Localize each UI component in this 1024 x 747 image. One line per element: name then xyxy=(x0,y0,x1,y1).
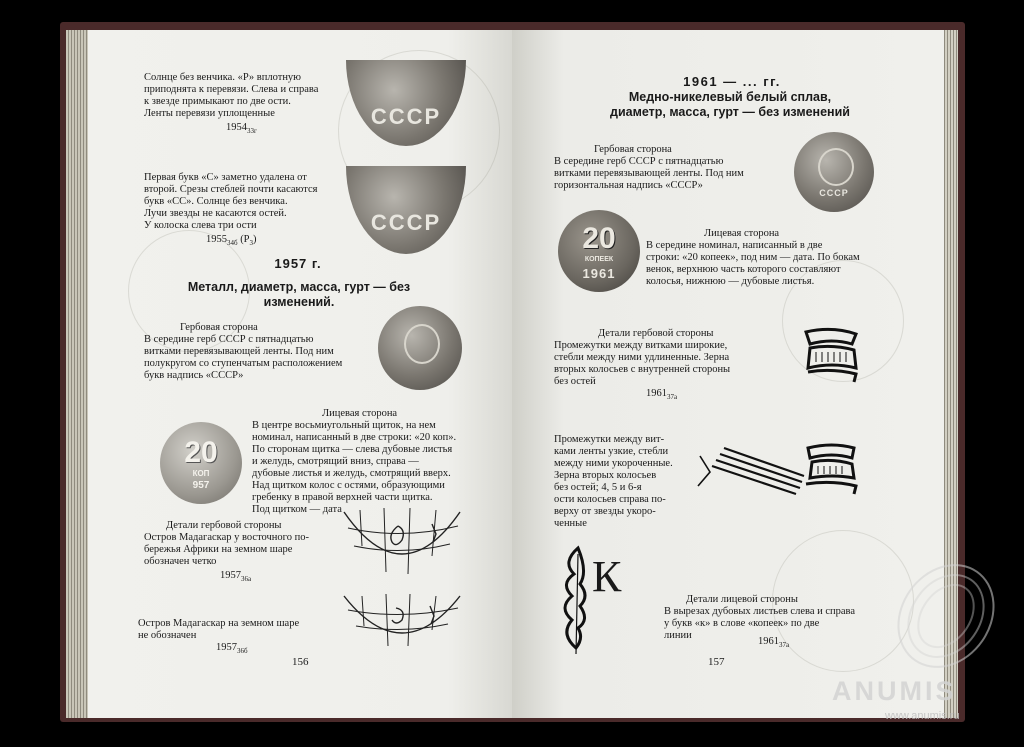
detail2-line: ости колосьев справа по- xyxy=(554,494,666,505)
emblem-icon xyxy=(818,148,854,186)
detail1-line: Остров Мадагаскар у восточного по- xyxy=(144,532,309,543)
reverse-detail-line: линии xyxy=(664,630,692,641)
block2-line: Лучи звезды не касаются остей. xyxy=(144,208,287,219)
detail2-line: ченные xyxy=(554,518,587,529)
section-title-line: изменений. xyxy=(263,295,335,309)
coin-obverse-1961 xyxy=(794,132,874,212)
details-label: Детали гербовой стороны xyxy=(166,520,282,531)
section-title-line: Металл, диаметр, масса, гурт — без xyxy=(187,280,411,294)
section-title-line: диаметр, масса, гурт — без изменений xyxy=(610,105,850,119)
coin-date: 1961 xyxy=(582,266,616,281)
ribbon-detail-icon xyxy=(802,324,862,388)
detail1-line: без остей xyxy=(554,376,596,387)
reverse-label: Лицевая сторона xyxy=(704,228,780,239)
reverse-details-label: Детали лицевой стороны xyxy=(686,594,798,605)
right-page xyxy=(512,30,944,718)
coin-reverse-1961 xyxy=(558,210,640,292)
detail2-line: без остей; 4, 5 и 6-я xyxy=(554,482,642,493)
watermark-url: www.anumis.ru xyxy=(885,710,960,722)
coin-legend: СССР xyxy=(819,188,849,198)
reverse-text-line: Под щитком — дата xyxy=(252,504,342,515)
detail2-line: верху от звезды укоро- xyxy=(554,506,656,517)
block1-line: Солнце без венчика. «Р» вплотную xyxy=(144,72,302,83)
detail1-line: стебли между ними удлиненные. Зерна xyxy=(554,352,730,363)
coin-denomination: 20 xyxy=(184,436,218,469)
detail1-line: вторых колосьев с внутренней стороны xyxy=(554,364,731,375)
reverse-text-line: В центре восьмиугольный щиток, на нем xyxy=(252,420,436,431)
detail2-line: между ними укороченные. xyxy=(554,458,673,469)
reverse-text-line: Над щитком колос с остями, образующими xyxy=(252,480,445,491)
detail2-line: Остров Мадагаскар на земном шаре xyxy=(138,618,300,629)
coin-obverse-detail-1955 xyxy=(346,166,466,254)
coin-kopeek: КОПЕЕК xyxy=(584,256,614,263)
obverse-label: Гербовая сторона xyxy=(594,144,672,155)
variety-code: $1961_{37а}$ xyxy=(758,636,790,650)
reverse-text-line: дубовые листья и желудь, смотрящий вверх. xyxy=(252,468,451,479)
watermark-brand: ANUMIS xyxy=(832,676,957,706)
reverse-text-line: По сторонам щитка — слева дубовые листья xyxy=(252,444,453,455)
coin-reverse-1957 xyxy=(160,422,242,504)
detail2-line: ками ленты узкие, стебли xyxy=(554,446,669,457)
watermark-logo-icon xyxy=(890,556,1000,676)
detail1-line: обозначен четко xyxy=(144,556,217,567)
block1-line: Ленты перевязи уплощенные xyxy=(144,108,275,119)
variety-code: $1955_{34б}$ $(Р_3)$ xyxy=(206,234,257,248)
coin-date: 957 xyxy=(192,480,210,491)
ribbon-detail-icon xyxy=(802,438,862,498)
section-year: 1957 г. xyxy=(274,256,322,271)
obverse-text-line: В середине герб СССР с пятнадцатью xyxy=(554,156,724,167)
variety-code: $1954_{33г}$ xyxy=(226,122,257,136)
reverse-text-line: гребенку в правой верхней части щитка. xyxy=(252,492,433,503)
detail1-line: бережья Африки на земном шаре xyxy=(144,544,293,555)
obverse-text-line: витками перевязывающей ленты. Под ним xyxy=(144,346,334,357)
reverse-text-line: колосья, нижнюю — дубовые листья. xyxy=(646,276,815,287)
reverse-text-line: номинал, написанный в две строки: «20 коп». xyxy=(252,432,457,443)
reverse-text-line: венок, верхнюю часть которого составляют xyxy=(646,264,841,275)
details-label: Детали гербовой стороны xyxy=(598,328,714,339)
block2-line: У колоска слева три ости xyxy=(144,220,257,231)
block1-line: приподнята к перевязи. Слева и справа xyxy=(144,84,319,95)
reverse-detail-line: В вырезах дубовых листьев слева и справа xyxy=(664,606,856,617)
section-year: 1961 — ... гг. xyxy=(683,74,781,89)
reverse-detail-line: у букв «к» в слове «копеек» по две xyxy=(664,618,820,629)
coin-legend: СССР xyxy=(370,210,442,235)
coin-denomination: 20 xyxy=(582,222,616,255)
variety-code: $1957_{36а}$ xyxy=(220,570,252,584)
reverse-text-line: В середине номинал, написанный в две xyxy=(646,240,823,251)
page-number: 157 xyxy=(708,656,725,668)
obverse-text-line: В середине герб СССР с пятнадцатью xyxy=(144,334,314,345)
emblem-icon xyxy=(404,324,440,364)
reverse-text-line: и желудь, смотрящий вниз, справа — xyxy=(252,456,419,467)
coin-kop: КОП xyxy=(192,469,210,478)
coin-legend: СССР xyxy=(370,104,442,129)
detail2-line: Зерна вторых колосьев xyxy=(554,470,657,481)
obverse-text-line: полукругом со ступенчатым расположением xyxy=(144,358,343,369)
obverse-text-line: горизонтальная надпись «СССР» xyxy=(554,180,703,191)
left-page xyxy=(88,30,512,718)
reverse-text-line: строки: «20 копеек», под ним — дата. По бокам xyxy=(646,252,860,263)
page-edges-left xyxy=(66,30,88,718)
obverse-text-line: витками перевязывающей ленты. Под ним xyxy=(554,168,744,179)
detail2-line: не обозначен xyxy=(138,630,197,641)
letter-k-detail: К xyxy=(592,552,622,601)
block2-line: букв «СС». Солнце без венчика. xyxy=(144,196,288,207)
globe-detail-icon xyxy=(340,506,464,580)
globe-detail-icon xyxy=(340,590,464,650)
section-title-line: Медно-никелевый белый сплав, xyxy=(628,90,832,104)
page-number: 156 xyxy=(292,656,309,668)
detail2-line: Промежутки между вит- xyxy=(554,434,665,445)
detail1-line: Промежутки между витками широкие, xyxy=(554,340,728,351)
variety-code: $1961_{37а}$ xyxy=(646,388,678,402)
reverse-label: Лицевая сторона xyxy=(322,408,398,419)
coin-obverse-1957 xyxy=(378,306,462,390)
obverse-text-line: букв надпись «СССР» xyxy=(144,370,244,381)
obverse-label: Гербовая сторона xyxy=(180,322,258,333)
block1-line: к звезде примыкают по две ости. xyxy=(144,96,291,107)
block2-line: Первая букв «С» заметно удалена от xyxy=(144,172,307,183)
block2-line: второй. Срезы стеблей почти касаются xyxy=(144,184,318,195)
variety-code: $1957_{36б}$ xyxy=(216,642,248,656)
ear-awns-detail-icon xyxy=(696,442,806,500)
